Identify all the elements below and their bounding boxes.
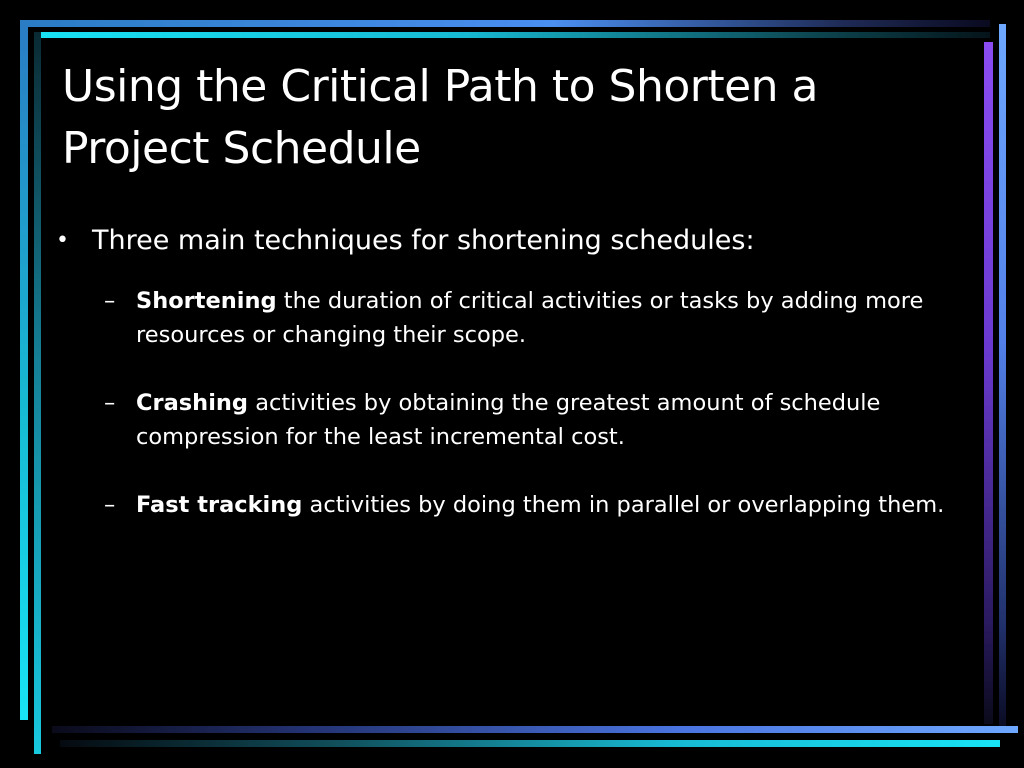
slide-content [56,222,976,556]
sub-bullet-keyword: Fast tracking [136,492,303,518]
sub-bullet-keyword: Crashing [136,390,249,416]
right-inner-border-bar [984,42,993,724]
sub-bullet-text [136,284,976,352]
sub-bullet-crashing [104,386,976,454]
right-outer-border-bar [999,24,1006,732]
bottom-outer-border-bar [52,726,1018,733]
sub-bullet-fast-tracking [104,488,976,522]
bottom-inner-border-bar [60,740,1000,747]
main-bullet [56,222,976,260]
slide-title: Using the Critical Path to Shorten a Project Schedule [62,61,819,174]
sub-bullet-shortening [104,284,976,352]
sub-bullet-list [104,284,976,522]
top-inner-border-bar [34,32,990,38]
sub-bullet-text [136,386,976,454]
left-outer-border-bar [20,20,28,720]
main-bullet-text: Three main techniques for shortening schedules: [92,225,755,256]
sub-bullet-description: activities by obtaining the greatest amount of schedule compression for the least incremental cost. [136,390,881,450]
bullet-marker: • [56,228,69,253]
dash-marker: – [104,288,116,314]
top-outer-border-bar [20,20,990,27]
sub-bullet-text [136,488,944,522]
sub-bullet-keyword: Shortening [136,288,277,314]
dash-marker: – [104,492,116,518]
sub-bullet-description: activities by doing them in parallel or overlapping them. [302,492,945,518]
sub-bullet-description: the duration of critical activities or tasks by adding more resources or changing their scope. [136,288,924,348]
dash-marker: – [104,390,116,416]
left-inner-border-bar [34,32,41,754]
